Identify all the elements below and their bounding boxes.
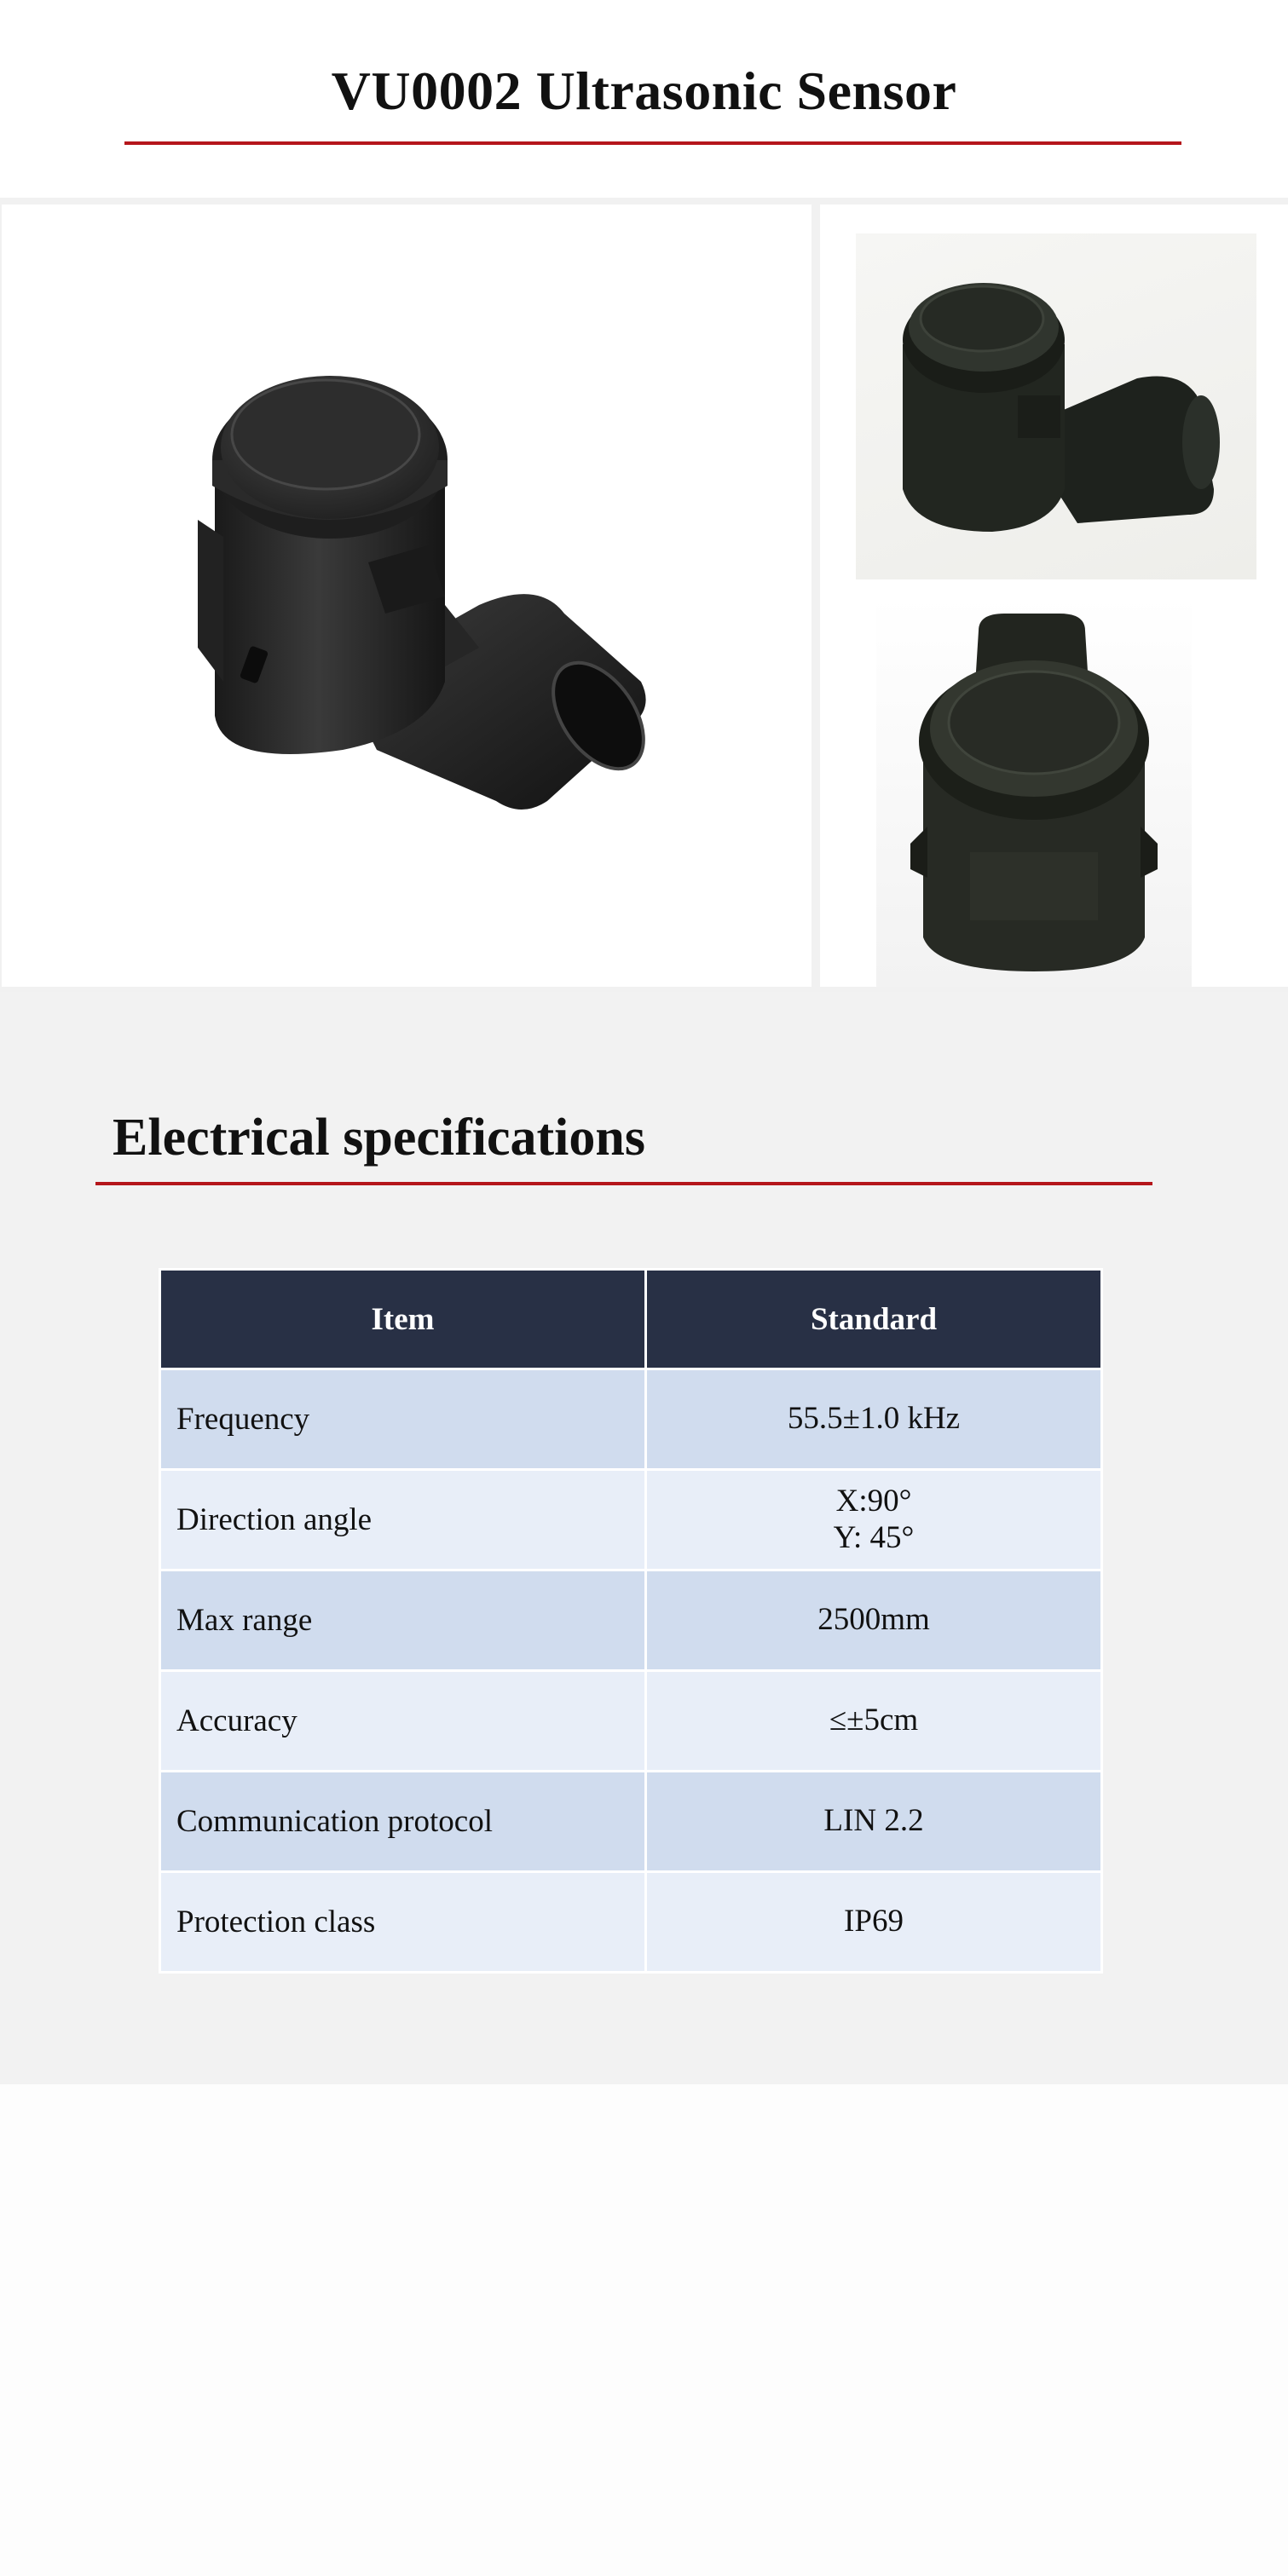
sensor-photo-front-illustration [876,596,1192,987]
spec-standard-cell [646,1369,1102,1470]
spec-standard-value: 2500mm [817,1602,930,1638]
spec-standard-value: 55.5±1.0 kHz [787,1401,961,1437]
spec-item-cell: Communication protocol [160,1772,646,1872]
page-title: VU0002 Ultrasonic Sensor [331,61,957,121]
spec-standard-cell [646,1671,1102,1772]
spec-item-cell: Direction angle [160,1470,646,1570]
table-row [160,1369,1102,1470]
table-row [160,1772,1102,1872]
spec-standard-cell [646,1470,1102,1570]
sensor-render-illustration [2,205,811,987]
spec-item-cell: Max range [160,1570,646,1671]
spec-standard-cell [646,1872,1102,1973]
spec-table [159,1268,1103,1974]
title-divider [124,141,1181,145]
spec-item-cell: Accuracy [160,1671,646,1772]
sensor-photo-angle[interactable] [856,233,1256,579]
spec-heading: Electrical specifications [113,1109,645,1167]
product-gallery [0,198,1288,992]
spec-standard-cell [646,1772,1102,1872]
column-header-item: Item [160,1270,646,1369]
side-product-images [820,205,1288,987]
spec-standard-value: X:90° [835,1483,912,1519]
spec-item-cell: Protection class [160,1872,646,1973]
main-product-image[interactable] [2,205,811,987]
spec-standard-cell [646,1570,1102,1671]
spec-table-header-row [160,1270,1102,1369]
electrical-specifications-section [0,992,1288,2084]
table-row [160,1570,1102,1671]
spec-standard-value: IP69 [844,1904,904,1939]
sensor-photo-angle-illustration [856,233,1256,579]
column-header-standard: Standard [646,1270,1102,1369]
spec-standard-value: Y: 45° [833,1519,915,1555]
spec-divider [95,1182,1152,1185]
table-row [160,1470,1102,1570]
page-header [0,0,1288,198]
spec-standard-value: ≤±5cm [829,1703,919,1738]
table-row [160,1671,1102,1772]
spec-item-cell: Frequency [160,1369,646,1470]
table-row [160,1872,1102,1973]
sensor-photo-front[interactable] [876,596,1192,987]
spec-standard-value: LIN 2.2 [823,1803,924,1839]
